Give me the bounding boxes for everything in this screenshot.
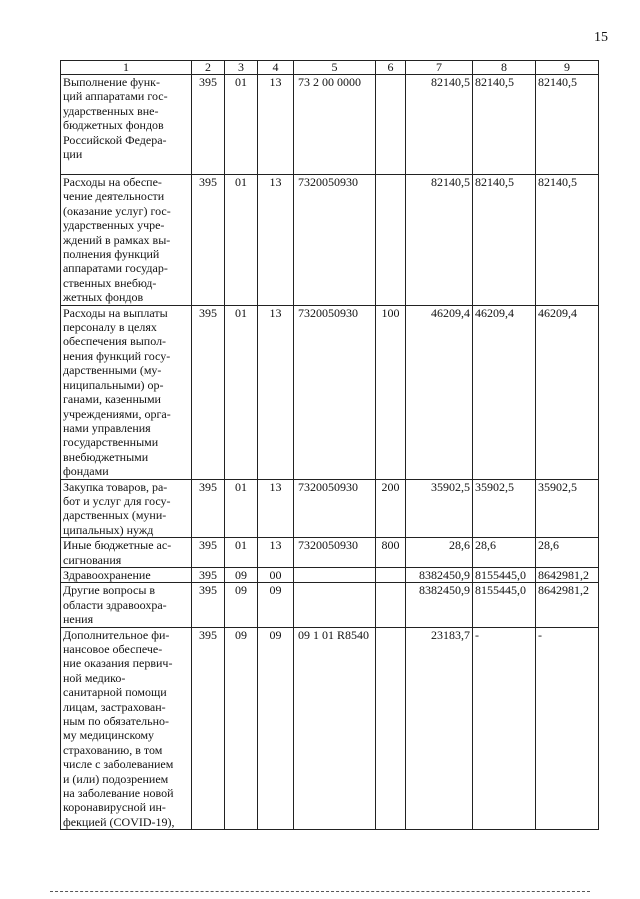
table-cell-col-4: 00 — [258, 567, 294, 582]
table-cell-col-9: 28,6 — [536, 538, 599, 568]
table-cell-col-3: 09 — [225, 583, 258, 627]
header-cell-8: 8 — [473, 61, 536, 75]
table-cell-col-2: 395 — [192, 479, 225, 538]
table-cell-col-5 — [294, 567, 376, 582]
row-name-cell: Здравоохранение — [61, 567, 192, 582]
table-cell-col-2: 395 — [192, 567, 225, 582]
table-cell-col-4: 13 — [258, 175, 294, 306]
table-cell-col-2: 395 — [192, 627, 225, 830]
table-cell-col-8: 28,6 — [473, 538, 536, 568]
table-cell-col-2: 395 — [192, 305, 225, 479]
header-cell-1: 1 — [61, 61, 192, 75]
table-cell-col-3: 09 — [225, 567, 258, 582]
table-cell-col-7: 82140,5 — [406, 75, 473, 175]
table-cell-col-4: 09 — [258, 583, 294, 627]
table-cell-col-4: 09 — [258, 627, 294, 830]
row-name-cell: Другие вопросы в области здравоохра- нения — [61, 583, 192, 627]
table-cell-col-9: 46209,4 — [536, 305, 599, 479]
table-cell-col-8: - — [473, 627, 536, 830]
header-cell-9: 9 — [536, 61, 599, 75]
table-cell-col-7: 28,6 — [406, 538, 473, 568]
table-cell-col-5: 7320050930 — [294, 305, 376, 479]
row-name-cell: Расходы на обеспе- чение деятельности (оказание услуг) гос- ударственных учре- ждений в рамках вы- полнения функций аппаратами государ- ственных внебюд- жетных фондов — [61, 175, 192, 306]
table-header-row — [61, 61, 599, 75]
table-cell-col-3: 09 — [225, 627, 258, 830]
table-cell-col-3: 01 — [225, 75, 258, 175]
page-number: 15 — [594, 30, 608, 45]
table-cell-col-5: 73 2 00 0000 — [294, 75, 376, 175]
table-cell-col-6: 100 — [376, 305, 406, 479]
header-cell-3: 3 — [225, 61, 258, 75]
table-cell-col-7: 23183,7 — [406, 627, 473, 830]
table-cell-col-5 — [294, 583, 376, 627]
table-row — [61, 305, 599, 479]
table-cell-col-7: 8382450,9 — [406, 567, 473, 582]
footer-rule — [50, 891, 590, 892]
table-cell-col-6 — [376, 627, 406, 830]
table-row — [61, 479, 599, 538]
table-cell-col-9: 82140,5 — [536, 175, 599, 306]
table-cell-col-3: 01 — [225, 175, 258, 306]
table-row — [61, 583, 599, 627]
table-cell-col-8: 35902,5 — [473, 479, 536, 538]
table-cell-col-3: 01 — [225, 538, 258, 568]
table-cell-col-6 — [376, 567, 406, 582]
table-cell-col-9: - — [536, 627, 599, 830]
table-cell-col-7: 46209,4 — [406, 305, 473, 479]
header-cell-6: 6 — [376, 61, 406, 75]
table-cell-col-5: 7320050930 — [294, 479, 376, 538]
row-name-cell: Закупка товаров, ра- бот и услуг для госу- дарственных (муни- ципальных) нужд — [61, 479, 192, 538]
table-cell-col-4: 13 — [258, 538, 294, 568]
table-row — [61, 175, 599, 306]
table-cell-col-7: 35902,5 — [406, 479, 473, 538]
header-cell-2: 2 — [192, 61, 225, 75]
budget-table — [60, 60, 599, 830]
table-cell-col-4: 13 — [258, 75, 294, 175]
row-name-cell: Дополнительное фи- нансовое обеспече- ние оказания первич- ной медико- санитарной помощи лицам, застрахован- ным по обязательно- му медицинскому страхованию, в том числе с заболеванием и (или) подозрением на заболевание новой коронавирусной ин- фекцией (COVID-19), — [61, 627, 192, 830]
table-row — [61, 538, 599, 568]
table-cell-col-7: 8382450,9 — [406, 583, 473, 627]
table-cell-col-9: 8642981,2 — [536, 567, 599, 582]
table-row — [61, 567, 599, 582]
table-cell-col-2: 395 — [192, 538, 225, 568]
table-cell-col-5: 7320050930 — [294, 538, 376, 568]
table-cell-col-8: 8155445,0 — [473, 567, 536, 582]
table-cell-col-9: 8642981,2 — [536, 583, 599, 627]
row-name-cell: Расходы на выплаты персоналу в целях обеспечения выпол- нения функций госу- дарственными (му- ниципальными) ор- ганами, казенными учреждениями, орга- нами управления государственными внебюджетными фондами — [61, 305, 192, 479]
table-cell-col-4: 13 — [258, 305, 294, 479]
table-cell-col-6: 800 — [376, 538, 406, 568]
header-cell-4: 4 — [258, 61, 294, 75]
table-cell-col-3: 01 — [225, 479, 258, 538]
table-cell-col-2: 395 — [192, 583, 225, 627]
table-cell-col-7: 82140,5 — [406, 175, 473, 306]
table-cell-col-6 — [376, 75, 406, 175]
table-cell-col-6 — [376, 175, 406, 306]
table-cell-col-8: 8155445,0 — [473, 583, 536, 627]
table-cell-col-5: 7320050930 — [294, 175, 376, 306]
table-cell-col-8: 82140,5 — [473, 75, 536, 175]
table-row — [61, 627, 599, 830]
table-cell-col-8: 46209,4 — [473, 305, 536, 479]
table-cell-col-8: 82140,5 — [473, 175, 536, 306]
table-cell-col-2: 395 — [192, 175, 225, 306]
table-cell-col-2: 395 — [192, 75, 225, 175]
table-cell-col-9: 35902,5 — [536, 479, 599, 538]
table-cell-col-6 — [376, 583, 406, 627]
table-cell-col-3: 01 — [225, 305, 258, 479]
table-cell-col-4: 13 — [258, 479, 294, 538]
table-row — [61, 75, 599, 175]
row-name-cell: Иные бюджетные ас- сигнования — [61, 538, 192, 568]
table-cell-col-9: 82140,5 — [536, 75, 599, 175]
row-name-cell: Выполнение функ- ций аппаратами гос- ударственных вне- бюджетных фондов Российской Федера- ции — [61, 75, 192, 175]
header-cell-5: 5 — [294, 61, 376, 75]
table-cell-col-5: 09 1 01 R8540 — [294, 627, 376, 830]
header-cell-7: 7 — [406, 61, 473, 75]
table-cell-col-6: 200 — [376, 479, 406, 538]
